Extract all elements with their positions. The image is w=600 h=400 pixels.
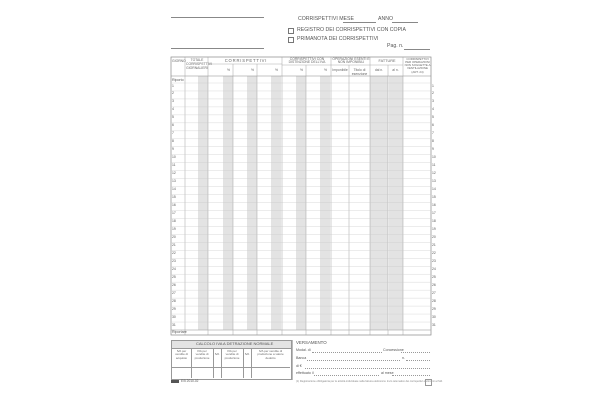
sub-percent-3: % [274,68,278,72]
day-number-left: 27 [172,290,176,295]
day-number-right: 16 [432,203,436,208]
day-number-left: 14 [172,187,176,192]
form-code: E/5 2010-02 [181,379,199,383]
versamento-banca-field[interactable] [307,360,400,361]
day-number-right: 1 [432,83,434,88]
shaded-columns [198,76,403,330]
day-number-right: 21 [432,242,436,247]
day-number-right: 18 [432,218,436,223]
sub-percent-5: % [323,68,327,72]
day-number-right: 6 [432,123,434,128]
day-number-left: 25 [172,274,176,279]
versamento-importo-label: di € [296,364,302,368]
day-number-right: 25 [432,274,436,279]
day-number-left: 13 [172,179,176,184]
day-number-left: 17 [172,210,176,215]
day-number-left: 2 [172,91,174,96]
page-label: Pag. n. [387,43,404,49]
sub-percent-2: % [250,68,254,72]
versamento-data-field[interactable] [314,375,379,376]
footer-box [425,379,432,386]
col-ventilazione-header: CORRISPETTIVI PER OPERAZIONI NON SOGGETTE A VENTILAZIONE (ART. 24) [404,56,431,74]
versamento-title: VERSAMENTO [296,340,327,345]
versamento-concessione-field[interactable] [401,352,430,353]
riporto-label: Riporto [172,78,184,82]
footer-note: (1) Registrazione obbligatoria per le attività individuate nella fattura elettronica: Invio telematico dei corrispettivi elettronici al SdI. [296,380,443,383]
group-distinzione-header: CORRISPETTIVI CON DISTINZIONE DELL'IVA [288,56,326,65]
day-number-left: 22 [172,250,176,255]
publisher-logo [171,380,179,383]
day-number-right: 4 [432,107,434,112]
versamento-data-label: effettuato il [296,371,314,375]
day-number-left: 20 [172,234,176,239]
day-number-left: 16 [172,203,176,208]
day-number-right: 7 [432,131,434,136]
day-number-left: 21 [172,242,176,247]
day-number-left: 29 [172,306,176,311]
day-number-right: 19 [432,226,436,231]
group-operazioni-header: OPERAZIONI ESENTI E NON IMPONIBILI [332,56,370,65]
month-label: CORRISPETTIVI MESE [298,16,354,22]
sub-percent-4: % [299,68,303,72]
group-corrispettivi-header: CORRISPETTIVI [224,58,268,63]
day-number-right: 28 [432,298,436,303]
day-number-left: 4 [172,107,174,112]
calc-col-6: IVA per vendite di produzione a valore dedotto [257,349,284,360]
versamento-modal-label: Modal. di [296,348,311,352]
col-giorno-header: GIORNO [172,59,186,63]
day-number-right: 29 [432,306,436,311]
day-number-left: 6 [172,123,174,128]
day-number-right: 31 [432,322,436,327]
versamento-mese-field[interactable] [392,375,430,376]
day-number-left: 1 [172,83,174,88]
versamento-modal-field[interactable] [312,352,382,353]
day-number-left: 31 [172,322,176,327]
day-number-right: 17 [432,210,436,215]
day-number-right: 23 [432,258,436,263]
day-number-left: 12 [172,171,176,176]
day-number-right: 30 [432,314,436,319]
sub-percent-1: % [226,68,230,72]
day-number-left: 28 [172,298,176,303]
day-number-left: 11 [172,163,176,168]
day-number-left: 3 [172,99,174,104]
day-number-left: 7 [172,131,174,136]
calc-title: CALCOLO IVA A DETRAZIONE NORMALE [196,341,274,346]
col-totale-header: TOTALE CORRISPETTIVI GIORNALIERI [186,58,212,70]
day-number-right: 9 [432,147,434,152]
day-number-left: 15 [172,195,176,200]
versamento-mese-label: al mese [381,371,394,375]
versamento-importo-field[interactable] [305,368,430,369]
day-number-right: 8 [432,139,434,144]
day-number-right: 26 [432,282,436,287]
day-number-left: 10 [172,155,176,160]
option-registro-label: REGISTRO DEI CORRISPETTIVI CON COPIA [297,27,406,33]
riportare-label: Riportare [172,330,187,334]
day-number-right: 5 [432,115,434,120]
day-number-right: 10 [432,155,436,160]
group-fatture-header: FATTURE [378,59,396,63]
day-number-right: 22 [432,250,436,255]
sub-imponibile: Imponibile [332,68,348,72]
day-number-left: 26 [172,282,176,287]
year-label: ANNO [378,16,393,22]
versamento-concessione-label: Concessione [383,348,404,352]
versamento-divider [292,340,293,380]
calc-col-5: IVA [244,352,250,356]
day-number-left: 23 [172,258,176,263]
day-number-left: 5 [172,115,174,120]
day-number-right: 13 [432,179,436,184]
versamento-n-label: n. [402,356,405,360]
sub-al: al n. [392,68,399,72]
day-number-right: 20 [432,234,436,239]
day-number-right: 27 [432,290,436,295]
day-number-right: 2 [432,91,434,96]
day-number-left: 18 [172,218,176,223]
option-primanota-label: PRIMANOTA DEI CORRISPETTIVI [297,36,379,42]
calc-col-1: IVA per vendite di acquisto [175,349,188,360]
day-number-left: 8 [172,139,174,144]
day-number-left: 19 [172,226,176,231]
day-number-right: 12 [432,171,436,176]
day-number-right: 11 [432,163,436,168]
day-number-left: 24 [172,266,176,271]
calc-col-2: IVA per vendite di produzione [194,349,210,360]
day-number-right: 14 [432,187,436,192]
day-number-left: 9 [172,147,174,152]
versamento-n-field[interactable] [406,360,430,361]
sub-dal: dal n. [374,68,384,72]
sub-titolo: Titolo di esenzione [351,68,368,76]
day-number-left: 30 [172,314,176,319]
versamento-banca-label: Banca [296,356,307,360]
day-number-right: 15 [432,195,436,200]
calc-col-3: IVA [214,352,220,356]
day-number-right: 24 [432,266,436,271]
day-number-right: 3 [432,99,434,104]
calc-col-4: IVA per vendite di produzione [224,349,240,360]
